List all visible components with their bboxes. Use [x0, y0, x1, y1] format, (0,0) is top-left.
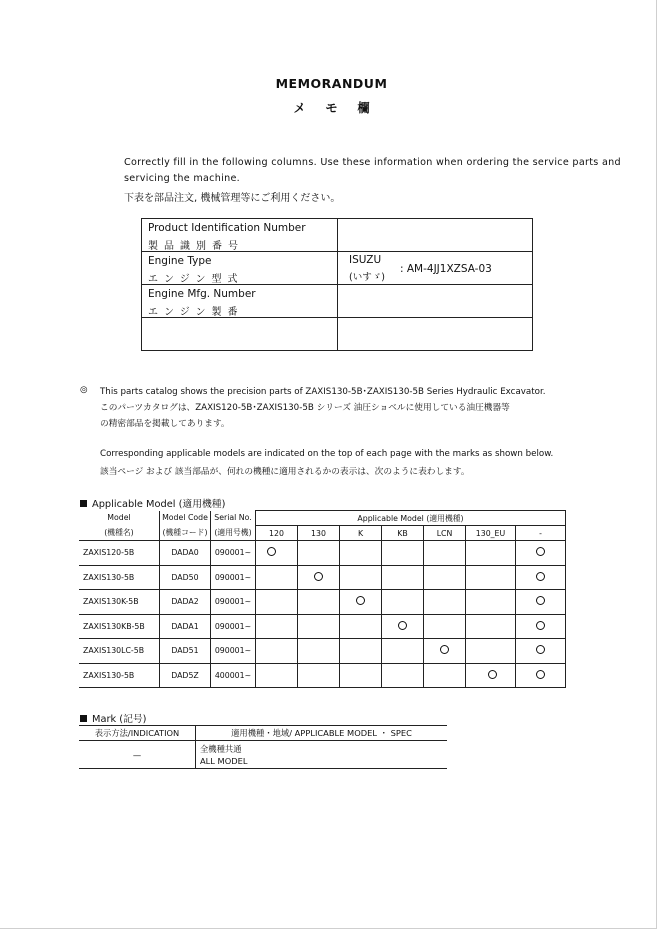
mark-cell [382, 590, 424, 615]
model-code-cell: DADA2 [160, 590, 211, 615]
mark-col-indication: 表示方法/INDICATION [79, 726, 196, 741]
mark-symbol: — [79, 741, 196, 769]
mark-heading: Mark (記号) [80, 711, 147, 725]
model-code-cell: DADA0 [160, 541, 211, 566]
mark-cell [466, 565, 516, 590]
mark-cell [298, 639, 340, 664]
note-line-3: の精密部品を掲載してあります。 [100, 419, 230, 429]
intro-line-1: Correctly fill in the following columns. Use these information when ordering the service parts and [124, 157, 621, 168]
serial-cell: 090001~ [211, 639, 256, 664]
blank-value-cell[interactable] [338, 318, 533, 351]
mark-cell [340, 590, 382, 615]
engine-type-value: : AM-4JJ1XZSA-03 [400, 263, 492, 275]
label-engine-type-jp: エンジン型式 [148, 274, 244, 285]
mark-cell [298, 590, 340, 615]
mark-table [79, 725, 447, 769]
mark-cell [424, 590, 466, 615]
mark-cell [298, 614, 340, 639]
mark-cell [516, 565, 566, 590]
mark-cell [340, 541, 382, 566]
col-group-header: Applicable Model (適用機種) [256, 511, 566, 526]
note-line-2: このパーツカタログは、ZAXIS120-5B･ZAXIS130-5B シリーズ 油圧ショベルに使用している油圧機器等 [100, 403, 510, 413]
mark-cell [298, 541, 340, 566]
circle-mark-icon [440, 645, 449, 654]
table-row [79, 590, 566, 615]
model-name-cell: ZAXIS130LC-5B [79, 639, 160, 664]
model-name-cell: ZAXIS130-5B [79, 565, 160, 590]
col-serial-header: Serial No. (適用号機) [211, 511, 256, 541]
mark-cell [382, 614, 424, 639]
sub-col-all: - [516, 526, 566, 541]
label-engine-mfg: Engine Mfg. Number [148, 288, 256, 300]
engine-mfg-value-cell[interactable] [338, 285, 533, 318]
circle-mark-icon [314, 572, 323, 581]
circle-mark-icon [536, 596, 545, 605]
sub-col-120: 120 [256, 526, 298, 541]
note-symbol: ◎ [80, 385, 88, 395]
table-row [79, 639, 566, 664]
mark-col-applicable: 適用機種・地域/ APPLICABLE MODEL ・ SPEC [196, 726, 448, 741]
serial-cell: 090001~ [211, 541, 256, 566]
circle-mark-icon [488, 670, 497, 679]
page-title: MEMORANDUM [275, 76, 388, 91]
model-name-cell: ZAXIS120-5B [79, 541, 160, 566]
mark-cell [516, 614, 566, 639]
circle-mark-icon [536, 645, 545, 654]
intro-line-2: servicing the machine. [124, 173, 241, 184]
label-engine-type: Engine Type [148, 255, 212, 267]
model-code-cell: DAD51 [160, 639, 211, 664]
identification-table [141, 218, 533, 351]
blank-label-cell[interactable] [142, 318, 338, 351]
mark-cell [256, 565, 298, 590]
note-line-4: Corresponding applicable models are indicated on the top of each page with the marks as shown below. [100, 449, 554, 459]
circle-mark-icon [356, 596, 365, 605]
mark-cell [382, 541, 424, 566]
engine-maker: ISUZU [349, 254, 382, 266]
mark-cell [340, 565, 382, 590]
circle-mark-icon [536, 670, 545, 679]
applicable-model-heading: Applicable Model (適用機種) [80, 496, 225, 510]
mark-cell [466, 590, 516, 615]
mark-cell [298, 663, 340, 688]
mark-cell [424, 541, 466, 566]
serial-cell: 400001~ [211, 663, 256, 688]
product-id-value-cell[interactable] [338, 219, 533, 252]
label-engine-mfg-jp: エンジン製番 [148, 307, 244, 318]
mark-text-jp: 全機種共通 [200, 743, 242, 754]
mark-description [196, 741, 448, 769]
label-product-id: Product Identification Number [148, 222, 306, 234]
engine-maker-jp: (いすゞ) [349, 272, 385, 283]
model-name-cell: ZAXIS130KB-5B [79, 614, 160, 639]
table-row [79, 565, 566, 590]
circle-mark-icon [536, 621, 545, 630]
mark-cell [256, 590, 298, 615]
note-line-1: This parts catalog shows the precision parts of ZAXIS130-5B･ZAXIS130-5B Series Hydraulic Excavator. [100, 387, 546, 397]
circle-mark-icon [536, 547, 545, 556]
mark-cell [256, 663, 298, 688]
intro-line-3: 下表を部品注文, 機械管理等にご利用ください。 [124, 193, 341, 204]
model-name-cell: ZAXIS130-5B [79, 663, 160, 688]
model-name-cell: ZAXIS130K-5B [79, 590, 160, 615]
bullet-square-icon [80, 500, 87, 507]
table-row [79, 663, 566, 688]
mark-cell [382, 639, 424, 664]
mark-cell [516, 590, 566, 615]
mark-cell [340, 639, 382, 664]
table-row [79, 541, 566, 566]
mark-cell [466, 639, 516, 664]
mark-cell [256, 614, 298, 639]
serial-cell: 090001~ [211, 590, 256, 615]
serial-cell: 090001~ [211, 565, 256, 590]
col-code-header: Model Code (機種コード) [160, 511, 211, 541]
mark-cell [256, 541, 298, 566]
mark-cell [424, 565, 466, 590]
note-line-5: 該当ページ および 該当部品が、何れの機種に適用されるかの表示は、次のように表わします。 [100, 467, 470, 477]
sub-col-130-eu: 130_EU [466, 526, 516, 541]
table-row [79, 614, 566, 639]
applicable-model-table [79, 510, 566, 688]
mark-cell [298, 565, 340, 590]
mark-cell [516, 541, 566, 566]
mark-cell [424, 639, 466, 664]
mark-cell [424, 614, 466, 639]
bullet-square-icon [80, 715, 87, 722]
serial-cell: 090001~ [211, 614, 256, 639]
circle-mark-icon [267, 547, 276, 556]
label-product-id-jp: 製品識別番号 [148, 241, 244, 252]
mark-cell [466, 541, 516, 566]
circle-mark-icon [398, 621, 407, 630]
mark-cell [516, 639, 566, 664]
engine-type-value-cell[interactable] [338, 252, 532, 284]
mark-text-en: ALL MODEL [200, 755, 248, 766]
mark-cell [340, 663, 382, 688]
circle-mark-icon [536, 572, 545, 581]
page-subtitle: メモ欄 [293, 101, 390, 115]
mark-cell [256, 639, 298, 664]
col-model-header: Model (機種名) [79, 511, 160, 541]
mark-cell [424, 663, 466, 688]
mark-cell [466, 614, 516, 639]
sub-col-kb: KB [382, 526, 424, 541]
sub-col-130: 130 [298, 526, 340, 541]
model-code-cell: DAD5Z [160, 663, 211, 688]
sub-col-lcn: LCN [424, 526, 466, 541]
mark-cell [382, 565, 424, 590]
mark-cell [466, 663, 516, 688]
model-code-cell: DAD50 [160, 565, 211, 590]
mark-cell [340, 614, 382, 639]
sub-col-k: K [340, 526, 382, 541]
model-code-cell: DADA1 [160, 614, 211, 639]
mark-cell [382, 663, 424, 688]
mark-cell [516, 663, 566, 688]
